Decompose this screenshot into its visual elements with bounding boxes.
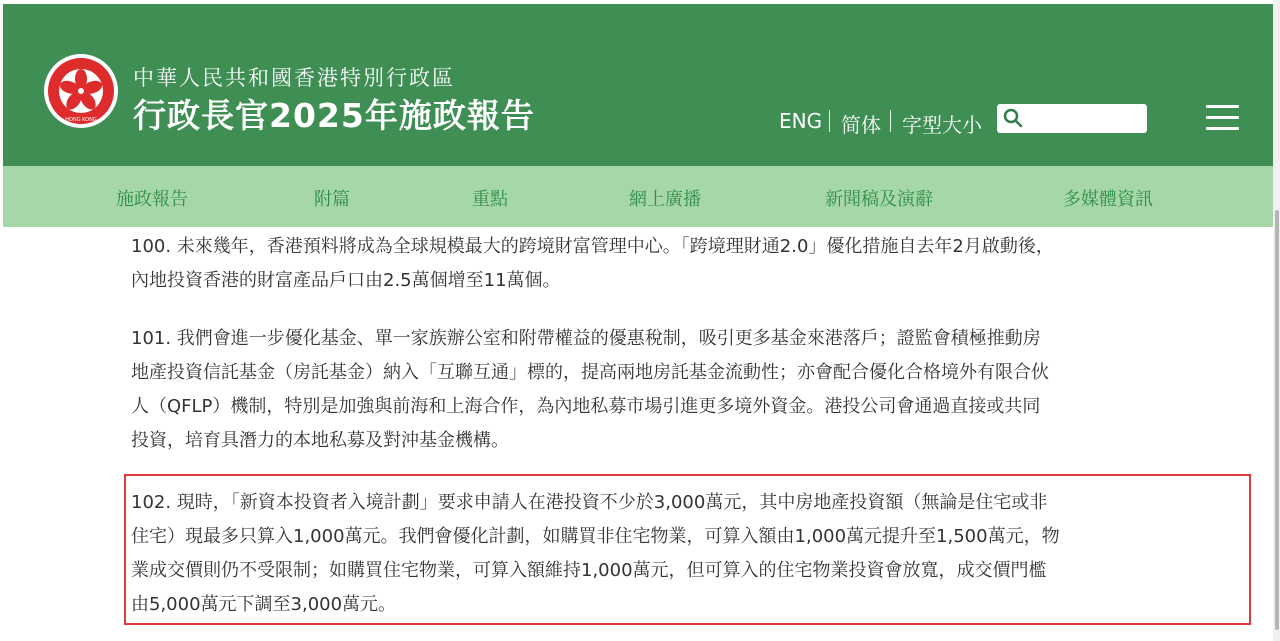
site-header bbox=[3, 4, 1273, 166]
lang-eng-link[interactable]: ENG bbox=[779, 109, 823, 133]
search-input[interactable] bbox=[1029, 106, 1143, 132]
paragraph-line: 投資，培育具潛力的本地私募及對沖基金機構。 bbox=[131, 430, 509, 451]
paragraph-line: 住宅）現最多只算入1,000萬元。我們會優化計劃，如購買非住宅物業，可算入額由1,000萬元提升至1,500萬元，物 bbox=[131, 526, 1060, 547]
divider bbox=[829, 110, 830, 132]
paragraph-line: 業成交價則仍不受限制；如購買住宅物業，可算入額維持1,000萬元，但可算入的住宅物業投資會放寬，成交價門檻 bbox=[131, 560, 1047, 581]
main-nav bbox=[3, 166, 1273, 227]
nav-item-press-releases[interactable]: 新聞稿及演辭 bbox=[825, 189, 933, 210]
emblem-text: HONG KONG bbox=[65, 117, 97, 123]
highlight-box bbox=[124, 474, 1251, 625]
nav-item-supplement[interactable]: 附篇 bbox=[314, 189, 350, 210]
paragraph-101 bbox=[131, 322, 1141, 458]
paragraph-line: 人（QFLP）機制，特別是加強與前海和上海合作，為內地私募市場引進更多境外資金。港投公司會通過直接或共同 bbox=[131, 396, 1041, 417]
nav-item-policy-address[interactable]: 施政報告 bbox=[116, 189, 188, 210]
search-icon[interactable] bbox=[1003, 108, 1023, 128]
paragraph-100 bbox=[131, 230, 1141, 298]
region-name: 中華人民共和國香港特別行政區 bbox=[133, 66, 455, 90]
divider bbox=[890, 110, 891, 132]
font-size-link[interactable]: 字型大小 bbox=[902, 113, 982, 137]
paragraph-line: 內地投資香港的財富產品戶口由2.5萬個增至11萬個。 bbox=[131, 270, 561, 291]
paragraph-line: 102. 現時，「新資本投資者入境計劃」要求申請人在港投資不少於3,000萬元，其中房地產投資額（無論是住宅或非 bbox=[131, 492, 1048, 513]
paragraph-line: 由5,000萬元下調至3,000萬元。 bbox=[131, 594, 397, 615]
paragraph-line: 101. 我們會進一步優化基金、單一家族辦公室和附帶權益的優惠稅制，吸引更多基金來港落戶；證監會積極推動房 bbox=[131, 328, 1041, 349]
search-box[interactable] bbox=[997, 104, 1147, 133]
hamburger-menu-icon[interactable] bbox=[1206, 103, 1239, 133]
hksar-emblem-logo[interactable] bbox=[43, 53, 119, 129]
nav-item-multimedia[interactable]: 多媒體資訊 bbox=[1063, 189, 1153, 210]
nav-item-webcast[interactable]: 網上廣播 bbox=[629, 189, 701, 210]
nav-item-highlights[interactable]: 重點 bbox=[472, 189, 508, 210]
lang-simplified-link[interactable]: 简体 bbox=[841, 113, 881, 137]
paragraph-line: 100. 未來幾年，香港預料將成為全球規模最大的跨境財富管理中心。「跨境理財通2.0」優化措施自去年2月啟動後， bbox=[131, 236, 1054, 257]
paragraph-line: 地產投資信託基金（房託基金）納入「互聯互通」標的，提高兩地房託基金流動性；亦會配合優化合格境外有限合伙 bbox=[131, 362, 1049, 383]
scrollbar-thumb[interactable] bbox=[1275, 210, 1279, 630]
report-title[interactable]: 行政長官2025年施政報告 bbox=[133, 96, 535, 135]
